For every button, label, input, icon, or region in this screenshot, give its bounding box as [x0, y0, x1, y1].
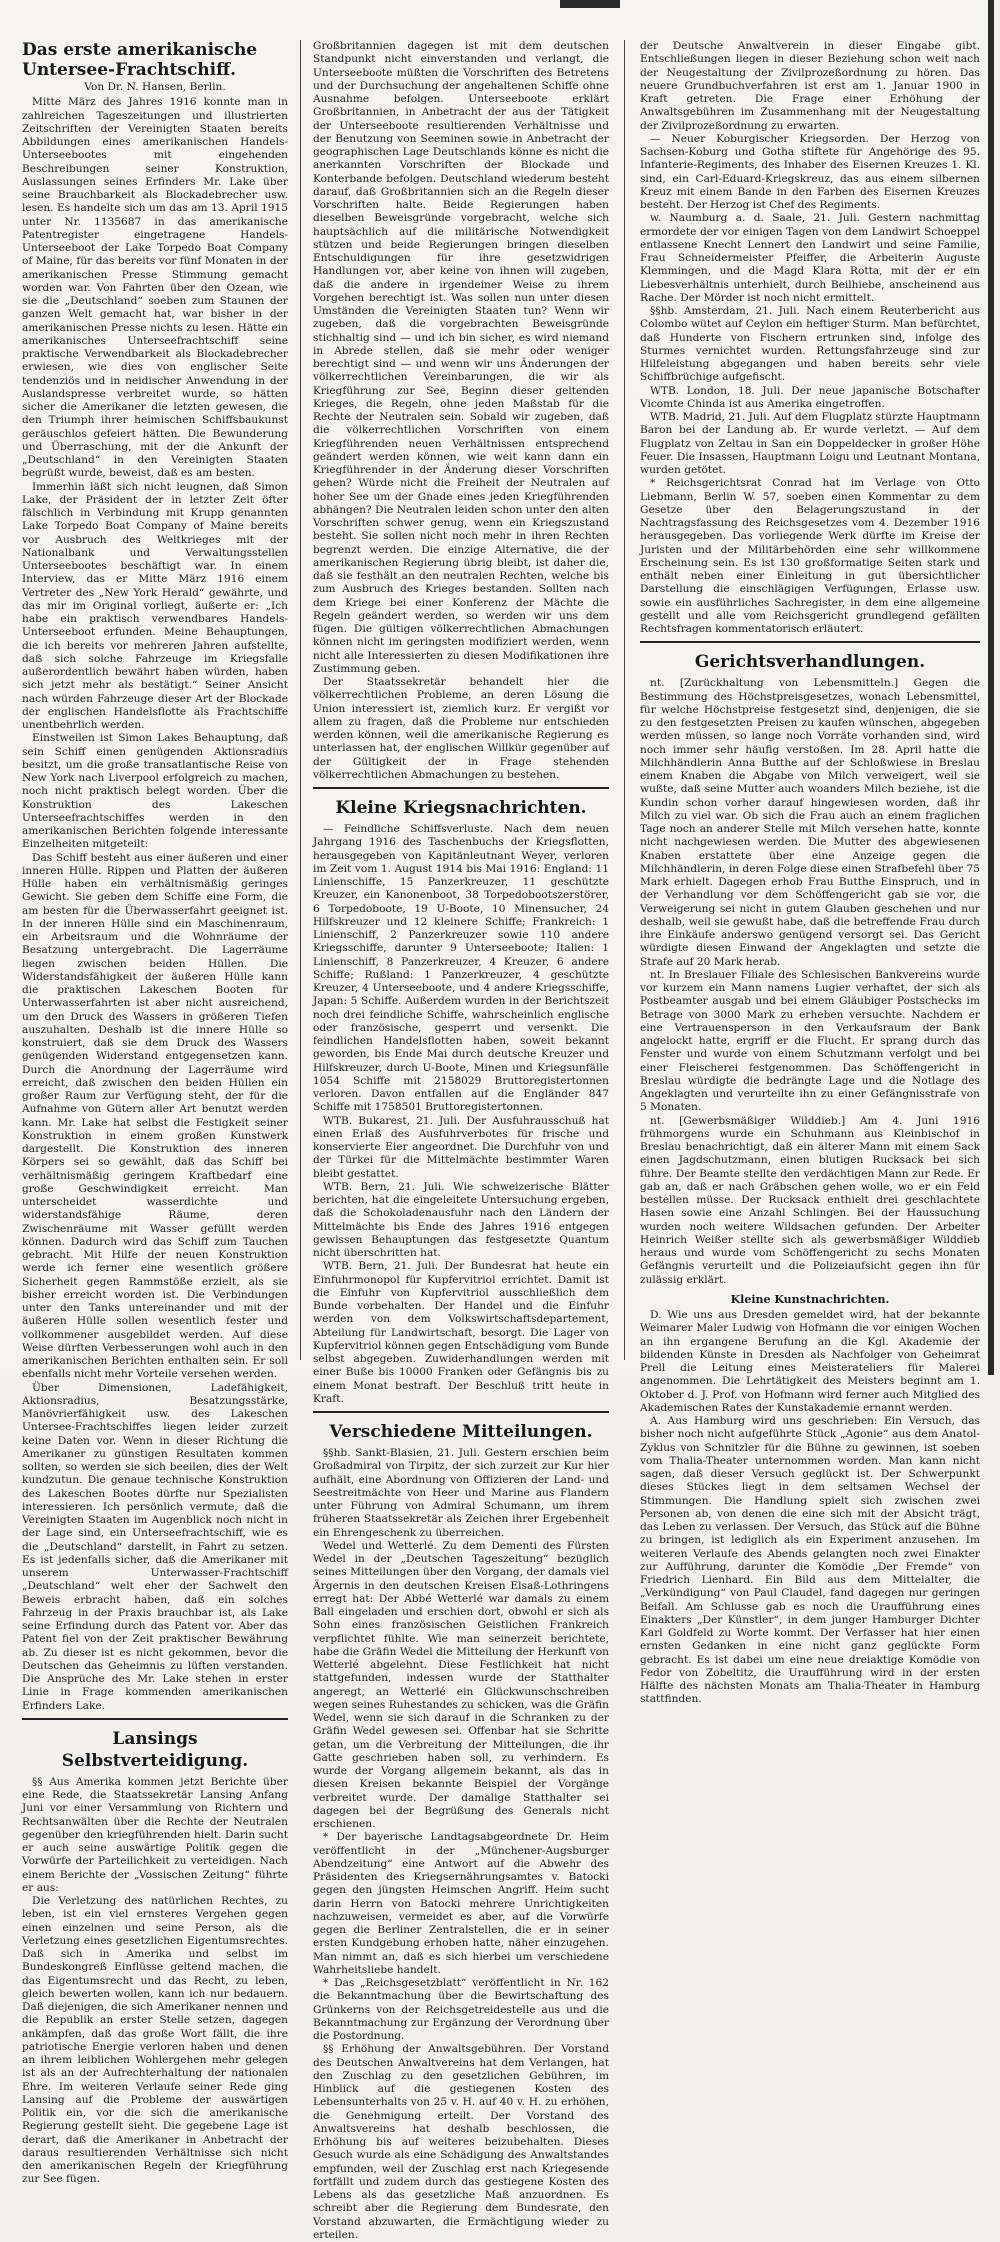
ink-bleed — [560, 0, 620, 8]
paragraph: WTB. Madrid, 21. Juli. Auf dem Flugplatz stürzte Hauptmann Baron bei der Landung ab. Er wurde verletzt. — Auf dem Flugplatz von Zeltau in San ein Doppeldecker in großer Höhe Feuer. Die Insassen, Hauptmann Loigu und Leutnant Montana, wurden getötet. — [640, 411, 980, 476]
court-item: nt. In Breslauer Filiale des Schlesischen Bankvereins wurde vor kurzem ein Mann namens Lugier verhaftet, der sich als Postbeamter ausgab und bei einem Gläubiger Postschecks im Betrage von 3000 Mark zu erheben versuchte. Nachdem er eine Vertrauensperson in den Verkaufsraum der Bank angelockt hatte, ergriff er die Flucht. Er sprang durch das Fenster und wurde von einem Schutzmann verfolgt und bei einer Fleischerei festgenommen. Das Schöffengericht in Breslau würdigte die bedrängte Lage und die Notlage des Angeklagten und verurteilte ihn zu einer Gefängnisstrafe von 5 Monaten. — [640, 968, 980, 1114]
section-separator — [313, 1411, 609, 1413]
paragraph: Großbritannien dagegen ist mit dem deutschen Standpunkt nicht einverstanden und verlangt, die Unterseeboote müßten die Vorschriften des Betretens und der Durchsuchung der angehaltenen Schiffe ohne Ausnahme befolgen. Unterseeboote erklärt Großbritannien, in Anbetracht der aus der Tätigkeit der Unterseeboote resultierenden Verhältnisse und der Benutzung von Seeminen sowie in Anbetracht der geographischen Lage Deutschlands könne es nicht die anerkannten Vorschriften der Blockade und Konterbande befolgen. Deutschland wiederum besteht darauf, daß Großbritannien sich an die Regeln dieser Vorschriften halte. Beide Regierungen haben dieselben Beweisgründe vorgebracht, welche sich hauptsächlich auf die militärische Notwendigkeit stützen und beide Regierungen bringen dieselben Entschuldigungen für ihre gesetzwidrigen Handlungen vor, aber keine von ihnen will zugeben, daß die andere in irgendeiner Weise zu ihrem Vorgehen berechtigt ist. Was sollen nun unter diesen Umständen die Vereinigten Staaten tun? Wenn wir zugeben, daß die vorgebrachten Beweisgründe stichhaltig sind — und ich bin sicher, es wird niemand in Abrede stellen, daß sie mehr oder weniger berechtigt sind — und wenn wir uns Änderungen der völkerrechtlichen Vereinbarungen, die wir als Kriegführung zur See, Beginn dieser geltenden Krieges, die Regeln, ohne jeden Maßstab für die Rechte der Neutralen sein. Sobald wir zugeben, daß die völkerrechtlichen Vorschriften von einem Kriegführenden neuen Verhältnissen entsprechend geändert werden können, wie weit kann dann ein Kriegführender in der Änderung dieser Vorschriften gehen? Würde nicht die Freiheit der Neutralen auf hoher See um der Gnade eines jeden Kriegführenden abhängen? Die Neutralen leiden schon unter den alten Vorschriften schwer genug, wenn ein Kriegszustand besteht. Sie sollen nicht noch mehr in ihren Rechten begrenzt werden. Die einzige Alternative, die der amerikanischen Regierung übrig bleibt, ist daher die, daß sie festhält an den neutralen Rechten, welche bis zum Ausbruch des Krieges bestanden. Sollten nach dem Kriege bei einer Konferenz der Mächte die Regeln geändert werden, so werden wir uns dem fügen. Die gültigen völkerrechtlichen Abmachungen können nicht im geringsten modifiziert werden, wenn nicht alle Interessierten zu diesen Modifikationen ihre Zustimmung geben. — [313, 40, 609, 675]
paragraph: Das Schiff besteht aus einer äußeren und einer inneren Hülle. Rippen und Platten der äußeren Hülle haben ein verhältnismäßig geringes Gewicht. Sie geben dem Schiffe eine Form, die am besten für die Überwasserfahrt geeignet ist. In der inneren Hülle sind ein Maschinenraum, ein Arbeitsraum und die Wohnräume der Besatzung untergebracht. Die Lagerräume liegen zwischen beiden Hüllen. Die Widerstandsfähigkeit der äußeren Hülle kann die praktischen Lakeschen Booten für Unterwasserfahrten ist aber nicht ausreichend, um den Druck des Wassers in größeren Tiefen auszuhalten. Deshalb ist die innere Hülle so konstruiert, daß sie dem Druck des Wassers genügenden Widerstand entgegensetzen kann. Durch die Anordnung der Lagerräume wird erreicht, daß zwischen den beiden Hüllen ein großer Raum zur Verfügung steht, der für die Aufnahme von Gütern aller Art benutzt werden kann. Mr. Lake hat selbst die Festigkeit seiner Konstruktion in einem großen Kunstwerk dargestellt. Die Konstruktion des inneren Körpers sei so gewählt, daß das Schiff bei verhältnismäßig geringem Kraftbedarf eine große Geschwindigkeit erreicht. Man unterscheidet wasserdichte und widerstandsfähige Räume, deren Zwischenräume mit Wasser gefüllt werden können. Dadurch wird das Schiff zum Tauchen gebracht. Mit Hilfe der neuen Konstruktion werde ich ferner eine wesentlich größere Sicherheit gegen Rammstöße erzielt, als sie bisher erreicht worden ist. Die Verbindungen unter den Tanks untereinander und mit der äußeren Hülle sollen wesentlich fester und vollkommener ausgebildet werden. Auf diese Weise dürften Verbesserungen wohl auch in den amerikanischen Berichten enthalten sein. Er soll ebenfalls nicht mehr Vorteile versehen werden. — [22, 851, 288, 1381]
section-title: Lansings Selbstverteidigung. — [61, 1728, 249, 1771]
misc-item: * Der bayerische Landtagsabgeordnete Dr. Heim veröffentlicht in der „Münchener-Augsburger Abendzeitung“ eine Antwort auf die Abwehr des Präsidenten des Kriegsernährungsamtes v. Batocki gegen den jüngsten Heimschen Angriff. Heim sucht darin Herrn von Batocki mehrere Unrichtigkeiten nachzuweisen, vermeidet es aber, auf die Vorwürfe gegen die Berliner Zentralstellen, die er in seiner ersten Kundgebung erhoben hatte, näher einzugehen. Man nimmt an, daß es sich hierbei um verschiedene Wahrheitsliebe handelt. — [313, 1831, 609, 1976]
misc-item: §§hb. Sankt-Blasien, 21. Juli. Gestern erschien beim Großadmiral von Tirpitz, der sich zurzeit zur Kur hier aufhält, eine Abordnung von Offizieren der Land- und Seestreitmächte von Heer und Marine aus Flandern unter Führung von Admiral Schumann, um ihrem früheren Staatssekretär als Zeichen ihrer Ergebenheit ein Ehrengeschenk zu überreichen. — [313, 1447, 609, 1539]
misc-item: Wedel und Wetterlé. Zu dem Dementi des Fürsten Wedel in der „Deutschen Tageszeitung“ bezüglich seines Mitteilungen über den Vorgang, der damals viel Ärgernis in den deutschen Kreisen Elsaß-Lothringens erregt hat: Der Abbé Wetterlé war damals zu einem Ball eingeladen und erschien dort, obwohl er sich als Sohn eines französischen Geistlichen Frankreich verpflichtet fühlte. Wie man seinerzeit berichtete, habe die Gräfin Wedel die Mitteilung der Herkunft von Wetterlé abgelehnt. Diese Festlichkeit hat nicht stattgefunden, indessen wurde der Statthalter angeregt, an Wetterlé ein Glückwunschschreiben wegen seines Ruhestandes zu schicken, was die Gräfin Wedel, wenn sie sich darauf in die Schranken zu der Gräfin Wedel gewesen sei. Offenbar hat sie Schritte getan, um die Verbreitung der Mitteilungen, die ihr Gatte geschrieben haben soll, zu verhindern. Es wurde der Vorgang allgemein bekannt, als das in diesen Kreisen bekannte Beispiel der Vorgänge verbreitet wurde. Der damalige Statthalter sei dagegen bei der Begrüßung des Generals nicht erschienen. — [313, 1539, 609, 1830]
paragraph: * Reichsgerichtsrat Conrad hat im Verlage von Otto Liebmann, Berlin W. 57, soeben einen Kommentar zu dem Gesetze über den Belagerungszustand in der Nachtragsfassung des Reichsgesetzes vom 4. Dezember 1916 herausgegeben. Das vorliegende Werk dürfte im Kreise der Juristen und der Militärbehörden eine sehr willkommene Erscheinung sein. Es ist 130 großformatige Seiten stark und enthält neben einer Einleitung in gut übersichtlicher Darstellung die einschlägigen Verfügungen, Erlasse usw. sowie ein ausführliches Sachregister, in dem eine allgemeine gestellt und alle vom Reichsgericht grundlegend gefällten Rechtsfragen kommentatorisch erläutert. — [640, 477, 980, 635]
paragraph: WTB. London, 18. Juli. Der neue japanische Botschafter Vicomte Chinda ist aus Amerika eingetroffen. — [640, 384, 980, 410]
byline: Von Dr. N. Hansen, Berlin. — [84, 81, 226, 93]
column-rule — [624, 40, 625, 1360]
paragraph: §§ Aus Amerika kommen jetzt Berichte über eine Rede, die Staatssekretär Lansing Anfang Juni vor einer Versammlung von Richtern und Rechtsanwälten über die Rechte der Neutralen gegenüber den kriegführenden hielt. Darin sucht er auch seine auswärtige Politik gegen die Vorwürfe der Parteilichkeit zu verteidigen. Nach einem Berichte der „Vossischen Zeitung“ führte er aus: — [22, 1775, 288, 1894]
paragraph: — Neuer Koburgischer Kriegsorden. Der Herzog von Sachsen-Koburg und Gotha stiftete für Angehörige des 95. Infanterie-Regiments, des Inhaber des Eisernen Kreuzes 1. Kl. sind, ein Carl-Eduard-Kriegskreuz, das aus einem silbernen Kreuz mit einem Bande in den Farben des Eisernen Kreuzes besteht. Der Herzog ist Chef des Regiments. — [640, 132, 980, 211]
column-1 — [22, 40, 288, 2186]
court-item: nt. [Zurückhaltung von Lebensmitteln.] Gegen die Bestimmung des Höchstpreisgesetzes, wonach Lebensmittel, für welche Höchstpreise festgesetzt sind, denjenigen, die sie zu den festgesetzten Preisen zu kaufen wünschen, abgegeben werden müssen, so lange noch Vorräte vorhanden sind, wird noch immer sehr häufig verstoßen. Im 28. April hatte die Milchhändlerin Anna Butthe auf der Schloßwiese in Breslau einem Knaben die Abgabe von Milch verweigert, weil sie wußte, daß seine Mutter auch woanders Milch beziehe, ist die Kundin schon vorher darauf hingewiesen worden, daß ihr Milch zu viel war. Ob sich die Frau auch an einem fraglichen Tage noch an anderer Stelle mit Milch versehen hatte, konnte nicht nachgewiesen werden. Die Mutter des abgewiesenen Knaben erstattete über eine Anzeige gegen die Milchhändlerin, in deren Folge diese einen Strafbefehl über 75 Mark erhielt. Dagegen erhob Frau Butthe Einspruch, und in der Verhandlung vor dem Schöffengericht gab sie vor, die Verweigerung sei nicht in gutem Glauben geschehen und nur deshalb, weil sie gewußt habe, daß die betreffende Frau durch ihre Einkäufe anderswo genügend versorgt sei. Das Gericht würdigte diesen Einwand der Angeklagten und setzte die Strafe auf 20 Mark herab. — [640, 677, 980, 968]
news-item: — Feindliche Schiffsverluste. Nach dem neuen Jahrgang 1916 des Taschenbuchs der Kriegsflotten, herausgegeben von Kapitänleutnant Weyer, verloren im Zeit vom 1. August 1914 bis Mai 1916: England: 11 Linienschiffe, 15 Panzerkreuzer, 11 geschützte Kreuzer, ein Kanonenboot, 38 Torpedobootszerstörer, 6 Torpedoboote, 19 U-Boote, 10 Minensucher, 24 Hilfskreuzer und 12 kleinere Schiffe; Frankreich: 1 Linienschiff, 2 Panzerkreuzer sowie 110 andere Kriegsschiffe, darunter 9 Unterseeboote; Italien: 1 Linienschiff, 8 Panzerkreuzer, 4 Kreuzer, 6 andere Schiffe; Rußland: 1 Panzerkreuzer, 4 geschützte Kreuzer, 4 Unterseeboote, und 4 andere Kriegsschiffe, Japan: 5 Schiffe. Außerdem wurden in der Berichtszeit noch drei feindliche Schiffe, wahrscheinlich englische oder französische, gesperrt und versenkt. Die feindlichen Handelsflotten haben, soweit bekannt geworden, bis Ende Mai durch deutsche Kreuzer und Hilfskreuzer, durch U-Boote, Minen und Kriegsunfälle 1054 Schiffe mit 2158029 Bruttoregistertonnen verloren. Davon entfallen auf die Engländer 847 Schiffe mit 1758501 Bruttoregistertonnen. — [313, 823, 609, 1114]
paragraph: Über Dimensionen, Ladefähigkeit, Aktionsradius, Besatzungsstärke, Manövrierfähigkeit usw. des Lakeschen Untersee-Frachtschiffes liegen leider zurzeit keine Daten vor. Wenn in dieser Richtung die Amerikaner zu günstigen Resultaten kommen sollten, so werden sie sich beeilen, dies der Welt kundzutun. Die genaue technische Konstruktion des Lakeschen Bootes dürfte nur Spezialisten interessieren. Ich persönlich vermute, daß die Vereinigten Staaten im Augenblick noch nicht in der Lage sind, ein Unterseefrachtschiff, wie es die „Deutschland“ darstellt, in Fahrt zu setzen. Es ist jedenfalls sicher, daß die Amerikaner mit unserem Unterwasser-Frachtschiff „Deutschland“ welt eher der Sachwelt den Beweis erbracht haben, daß ein solches Fahrzeug in der Praxis brauchbar ist, als Lake seine Erfindung durch das Patent vor. Aber das Patent fiel von der Zeit praktischer Bewährung ab. Zu dieser ist es nicht gekommen, bevor die Deutschen das Geheimnis zu lüften verstanden. Die Ansprüche des Mr. Lake stehen in erster Linie in Frage kommenden amerikanischen Erfinders Lake. — [22, 1381, 288, 1712]
misc-item: * Das „Reichsgesetzblatt“ veröffentlicht in Nr. 162 die Bekanntmachung über die Bewirtschaftung des Grünkerns von der Reichsgetreidestelle aus und die Bekanntmachung zur Ergänzung der Verordnung über die Postordnung. — [313, 1977, 609, 2042]
court-item: nt. [Gewerbsmäßiger Wilddieb.] Am 4. Juni 1916 frühmorgens wurde ein Schuhmann aus Kleinbischof in Breslau benachrichtigt, daß ein älterer Mann mit einem Sack einen Jagdschutzmann, einen blutigen Rucksack bei sich führe. Der Beamte stellte den verdächtigen Mann zur Rede. Er gab an, daß er nach Gräbschen gehen wolle, wo er ein Feld bestellen müsse. Der Rucksack enthielt drei geschlachtete Hasen sowie eine Anzahl Schlingen. Bei der Haussuchung wurden noch weitere Wildsachen gefunden. Der Arbeiter Heinrich Weißer stellte sich als gewerbsmäßiger Wilddieb heraus und wurde vom Schöffengericht zu sechs Monaten Gefängnis verurteilt und die Polizeiaufsicht gegen ihn für zulässig erklärt. — [640, 1114, 980, 1286]
article-title: Das erste amerikanische Untersee-Frachtschiff. — [22, 40, 258, 80]
paragraph: w. Naumburg a. d. Saale, 21. Juli. Gestern nachmittag ermordete der vor einigen Tagen von dem Landwirt Schoeppel entlassene Knecht Lennert den Landwirt und seine Familie, Frau Schneidermeister Pfeiffer, die Arbeiterin Auguste Klemmingen, und die Magd Klara Rotta, mit der er ein Liebesverhältnis unterhielt, durch Beilhiebe, anscheinend aus Rache. Der Mörder ist noch nicht ermittelt. — [640, 212, 980, 304]
paragraph: §§hb. Amsterdam, 21. Juli. Nach einem Reuterbericht aus Colombo wütet auf Ceylon ein heftiger Sturm. Man befürchtet, daß Hunderte von Fischern ertrunken sind, infolge des Sturmes vernichtet wurden. Rettungsfahrzeuge sind zur Hilfeleistung abgegangen und haben bereits sehr viele Schiffbrüchige aufgefischt. — [640, 305, 980, 384]
subsection-title: Kleine Kunstnachrichten. — [730, 1292, 890, 1306]
paragraph: Mitte März des Jahres 1916 konnte man in zahlreichen Tageszeitungen und illustrierten Zeitschriften der Vereinigten Staaten bereits Abbildungen eines amerikanischen Handels-Unterseebootes mit eingehenden Beschreibungen seiner Konstruktion, Auslassungen seines Erfinders Mr. Lake über seine Brauchbarkeit als Blockadebrecher usw. lesen. Es handelte sich um das am 13. April 1915 unter Nr. 1135687 in das amerikanische Patentregister eingetragene Handels-Unterseeboot der Lake Torpedo Boat Company of Maine, für das bereits vor fünf Monaten in der amerikanischen Presse Stimmung gemacht worden war. Von Fahrten über den Ozean, wie sie die „Deutschland“ soeben zum Staunen der ganzen Welt gemacht hat, war bisher in der amerikanischen Presse nichts zu lesen. Hätte ein amerikanisches Unterseefrachtschiff seine praktische Verwendbarkeit als Blockadebrecher erwiesen, wie dies von englischer Seite tendenziös und in neidischer Anwendung in der Auslandspresse verbreitet wurde, so hätten sicher die Amerikaner die letzten gewesen, die den Triumph ihrer heimischen Schiffsbaukunst geräuschlos gefeiert hätten. Die Bewunderung und Überraschung, mit der die Ankunft der „Deutschland“ in den Vereinigten Staaten begrüßt wurde, beweist, daß es am besten. — [22, 96, 288, 480]
paragraph: Der Staatssekretär behandelt hier die völkerrechtlichen Probleme, an deren Lösung die Union interessiert ist, ziemlich kurz. Er vergißt vor allem zu fragen, daß die Probleme nur entschieden werden können, weil die amerikanische Regierung es unterlassen hat, der englischen Willkür gegenüber auf der Gültigkeit der in Frage stehenden völkerrechtlichen Abmachungen zu bestehen. — [313, 676, 609, 781]
column-rule — [300, 40, 301, 1360]
paragraph: der Deutsche Anwaltverein in dieser Eingabe gibt. Entschließungen liegen in dieser Beziehung schon weit nach der Neugestaltung der Zivilprozeßordnung zu hören. Das neuere Grundbuchverfahren ist erst am 1. Januar 1900 in Kraft getreten. Die Frage einer Erhöhung der Anwaltsgebühren im Zusammenhang mit der Neugestaltung der Zivilprozeßordnung zu erwarten. — [640, 40, 980, 132]
news-item: WTB. Bern, 21. Juli. Der Bundesrat hat heute ein Einfuhrmonopol für Kupfervitriol errichtet. Damit ist die Einfuhr von Kupfervitriol ausschließlich dem Bunde vorbehalten. Der Handel und die Einfuhr werden von dem Volkswirtschaftsdepartement, Abteilung für Landwirtschaft, besorgt. Die Lager von Kupfervitriol können gegen Entschädigung vom Bunde selbst abgegeben. Zuwiderhandlungen werden mit einer Buße bis 10000 Franken oder Gefängnis bis zu einem Monat bestraft. Der Beschluß tritt heute in Kraft. — [313, 1260, 609, 1405]
section-separator — [313, 787, 609, 789]
news-item: WTB. Bern, 21. Juli. Wie schweizerische Blätter berichten, hat die eingeleitete Untersuchung ergeben, daß die Schokoladenausfuhr nach den Ländern der Mittelmächte bis Ende des Jahres 1916 entgegen gewissen Behauptungen das festgesetzte Quantum nicht überschritten hat. — [313, 1180, 609, 1259]
misc-item: §§ Erhöhung der Anwaltsgebühren. Der Vorstand des Deutschen Anwaltvereins hat dem Verlangen, hat den Zuschlag zu den gesetzlichen Gebühren, im Hinblick auf die gestiegenen Kosten des Lebensunterhalts von 25 v. H. auf 40 v. H. zu erhöhen, die Genehmigung erteilt. Der Vorstand des Anwaltsvereins hat deshalb beschlossen, die Erhöhung bis auf weiteres beizubehalten. Dieses Gesuch wurde als eine Schädigung des Anwaltstandes empfunden, weil der Zuschlag erst nach Kriegesende fortfällt und zudem durch das gestiegene Kosten des Lebens als das gesetzliche Maß anzuordnen. Es schreibt aber die Regierung dem Bundesrate, den Vorstand abzuwarten, die Ermächtigung wieder zu erteilen. — [313, 2043, 609, 2241]
news-item: WTB. Bukarest, 21. Juli. Der Ausfuhrausschuß hat einen Erlaß des Ausfuhrverbotes für frische und konservierte Eier angeordnet. Die Durchfuhr von und der Türkei für die Mittelmächte bestimmter Waren bleibt gestattet. — [313, 1114, 609, 1180]
section-title: Gerichtsverhandlungen. — [694, 652, 926, 673]
paragraph: Immerhin läßt sich nicht leugnen, daß Simon Lake, der Präsident der in letzter Zeit öfter fälschlich in Verbindung mit Krupp genannten Lake Torpedo Boat Company of Maine bereits vor Ausbruch des Weltkrieges mit der Nationalbank und Verwaltungsstellen Unterseebootes beschäftigt war. In einem Interview, das er Mitte März 1916 einem Vertreter des „New York Herald“ gewährte, und das mir im Original vorliegt, äußerte er: „Ich habe ein praktisch verwendbares Handels-Unterseeboot erfunden. Meine Behauptungen, die ich bereits vor mehreren Jahren aufstellte, daß sich solche Fahrzeuge im Kriegsfalle außerordentlich bewährt haben würden, haben sich jetzt mehr als bestätigt.“ Seiner Ansicht nach würden Fahrzeuge dieser Art der Blockade der englischen Handelsflotte als Frachtschiffe unentbehrlich werden. — [22, 480, 288, 731]
paragraph: Einstweilen ist Simon Lakes Behauptung, daß sein Schiff einen genügenden Aktionsradius besitzt, um die große transatlantische Reise von New York nach Liverpool erfolgreich zu machen, noch nicht praktisch belegt worden. Über die Konstruktion des Lakeschen Unterseefrachtschiffes werden in den amerikanischen Berichten folgende interessante Einzelheiten mitgeteilt: — [22, 732, 288, 851]
art-item: A. Aus Hamburg wird uns geschrieben: Ein Versuch, das bisher noch nicht aufgeführte Stück „Agonie“ aus dem Anatol-Zyklus von Schnitzler für die Bühne zu gewinnen, ist soeben vom Thalia-Theater unternommen worden. Man kann nicht sagen, daß dieser Versuch geglückt ist. Der Schwerpunkt dieses Stückes liegt in dem seltsamen Wechsel der Stimmungen. Die Handlung spielt sich zwischen zwei Personen ab, von denen die eine sich mit der Absicht trägt, das Leben zu verlassen. Der Versuch, das Stück auf die Bühne zu bringen, ist lediglich als ein Experiment anzusehen. Im weiteren Verlaufe des Abends gelangten noch zwei Einakter zur Aufführung, darunter die Komödie „Der Fremde“ von Friedrich Lienhard. Ein Bild aus dem Mittelalter, die „Verkündigung“ von Paul Claudel, fand dagegen nur geringen Beifall. Am Schlusse gab es noch die Uraufführung eines Einakters „Der Künstler“, in dem junger Hamburger Dichter Karl Goldfeld zu Worte kommt. Der Verfasser hat hier einen ernsten Gedanken in eine nicht ganz geglückte Form gebracht. Es ist dabei um eine neue dreiaktige Komödie von Fedor von Zobeltitz, die Uraufführung wird in der ersten Hälfte des nächsten Monats am Thalia-Theater in Hamburg stattfinden. — [640, 1415, 980, 1706]
paragraph: Die Verletzung des natürlichen Rechtes, zu leben, ist ein viel ernsteres Vergehen gegen einen einzelnen und seine Person, als die Verletzung eines gesetzlichen Eigentumsrechtes. Daß sich in Amerika und selbst im Bundeskongreß Einflüsse geltend machen, die das Eigentumsrecht und das Recht, zu leben, gleich bewerten wollen, kann ich nur bedauern. Daß diejenigen, die sich Amerikaner nennen und die Republik an erster Stelle setzen, dagegen ankämpfen, daß das große Wort fällt, die ihre patriotische Energie verloren haben und denen an ihrem leiblichen Wohlergehen mehr gelegen ist als an der Aufrechterhaltung der nationalen Ehre. Im weiteren Verlaufe seiner Rede ging Lansing auf die Probleme der auswärtigen Politik ein, vor die sich die amerikanische Regierung gestellt sieht. Die gegebene Lage ist derart, daß die Amerikaner in Anbetracht der daraus resultierenden Verhältnisse sich nicht den amerikanischen Regeln der Kriegführung zur See fügen. — [22, 1895, 288, 2186]
section-separator — [22, 1718, 288, 1720]
section-separator — [640, 641, 980, 643]
column-2 — [313, 40, 609, 2241]
page-edge-binding — [988, 0, 994, 1375]
section-title: Verschiedene Mitteilungen. — [329, 1422, 593, 1442]
art-item: D. Wie uns aus Dresden gemeldet wird, hat der bekannte Weimarer Maler Ludwig von Hofmann die vor einigen Wochen an ihn ergangene Berufung an die Kgl. Akademie der bildenden Künste in Dresden als Nachfolger von Geheimrat Prell die Leitung eines Meisterateliers für Malerei angenommen. Die Lehrtätigkeit des Meisters beginnt am 1. Oktober d. J. Prof. von Hofmann wird ferner auch Mitglied des Akademischen Rates der Kunstakademie ernannt werden. — [640, 1309, 980, 1414]
column-3 — [640, 40, 980, 1706]
section-title: Kleine Kriegsnachrichten. — [335, 798, 587, 818]
